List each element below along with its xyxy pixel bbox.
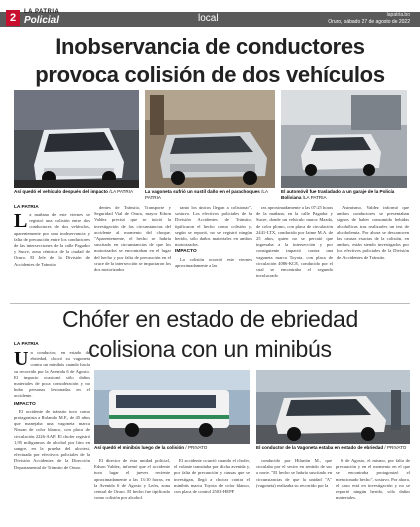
article2-drop-cap: U — [14, 350, 29, 370]
dateline: Oruro, sábado 27 de agosto de 2022 — [328, 19, 410, 25]
article1-drop-cap: L — [14, 212, 28, 232]
photo-crashed-car — [14, 90, 139, 188]
article1-headline-line1: Inobservancia de conductores — [55, 34, 365, 59]
photo-minibus — [94, 370, 250, 444]
article2-col3: El accidente ocurrió cuando el chofer, el volante transitaba por dicha avenida y, por falta de precaución y causas que se investigan, llegó a chocar contra el minibús marca Toyota de color blanco, con placa de control 2503-HEPF — [174, 458, 250, 495]
article1-col4: ras aproximadamente a las 07:25 horas de la mañana, en la calle Pagador y Sucre, donde un vehículo marca Mazda, de color plomo, con placa de circulación 2441-LTX, conducido por Jaime M.A. de 25 años, quien no se percató que ingresaba a la intersección y por consiguiente impactó contra una vagoneta marca Toyota, con placa de circulación 4086-KCE, conducido por el cual se encontraba el segundo involucrado — [256, 205, 333, 279]
article1-subhead-impacto: IMPACTO — [175, 249, 197, 255]
article-divider — [10, 303, 410, 304]
photo1-caption: Así quedó el vehículo después del impacto /LA PATRIA — [14, 189, 134, 194]
photo4-caption: Así quedó el minibús luego de la colisión / PRIVATO — [94, 445, 208, 450]
article1-byline: LA PATRIA — [14, 205, 39, 210]
photo5-caption: El conductor de la Vagoneta estaba en estado de ebriedad / PRIVATO — [256, 445, 407, 450]
article2-headline-line1: Chófer en estado de ebriedad — [62, 306, 358, 332]
article1-col1: L a mañana de este viernes se registró una colisión entre dos conductores de dos vehículos, aparentemente por una inobservancia y falta de precaución entre los conductores de las intersecciones de la calle Pagador y Sucre, zona céntrica de la ciudad de Oruro. El Jefe de la División de Accidentes de Tránsito — [14, 212, 90, 267]
article2-col2: El director de esta unidad policial, Edson Valdez, informó que el accidente tuvo lugar el jueves reciente aproximadamente a las 13:10 horas, en la Avenida 6 de Agosto y León, zona central de Oruro. El hecho fue tipificado como colisión por alcohol. — [94, 458, 170, 501]
brand-line2: Policial — [24, 15, 60, 26]
article2-byline: LA PATRIA — [14, 342, 39, 347]
photo-van — [145, 90, 275, 188]
article2-headline-line2: colisiona con un minibús — [88, 336, 332, 362]
article2-col1: U n conductor, en estado de ebriedad, chocó su vagoneta contra un minibús cuando hacía su recorrido por la Avenida 6 de Agosto. El impacto ocasionó sólo daños materiales de poca consideración y no hubo personas lesionadas en el accidente. IMPACTO El accidente de tránsito tuvo como protagonista a Rolando M.F., de 45 años que manejaba una vagoneta marca Nissan de color blanco, con placa de circulación 2226-AAP. El chofer registró 1,95 miligramos de alcohol por litro en sangre, en la prueba del alcotest, efectuada por efectivos policiales de la División Accidentes de la Dirección Departamental de Tránsito de Oruro. — [14, 350, 90, 470]
photo3-caption: El automóvil fue trasladado a un garaje de la Policía Boliviana /LA PATRIA — [281, 189, 395, 200]
article2-col5: 6 de Agosto, el mismo, por falta de precaución y en el momento en el que se encontraba protagonizó el mencionado hecho", sostuvo. Por ahora, el caso está en investigación y no se reportó ningún herido, sólo daños materiales. — [336, 458, 410, 501]
article2-subhead-impacto: IMPACTO — [14, 401, 36, 407]
brand-line1: LA PATRIA — [24, 9, 60, 15]
article2-col4: conducido por Hilarión M., que circulaba por el sector en sentido de sur a norte. "El hecho se habría suscitado en circunstancias de que la unidad "A" (vagoneta) realizaba su recorrido por la — [256, 458, 332, 488]
photo2-caption: La vagoneta sufrió un sustil daño en el parachoques /LA PATRIA — [145, 189, 268, 200]
article1-col5: Asimismo, Valdez informó que ambos conductores se presentaban signos de haber consumido bebidas alcohólicas tras realizarles un test de alcoholemia. Por ahora se desconocen las causas exactas de la colisión, en ambos, están siendo investigados por los efectivos policiales de la División de Accidentes de Tránsito. — [337, 205, 409, 260]
photo-tow-garage — [281, 90, 407, 188]
article1-col3: tanto los únicos llegan a colisionar", sostuvo. Los efectivos policiales de la División Accidentes de Tránsito, tipificaron el hecho como colisión y, según se reportó, no se registró ningún herido, sólo daños materiales en ambos motorizados. IMPACTO La colisión ocurrió este viernes aproximadamente a las — [175, 205, 252, 268]
article1-headline-line2: provoca colisión de dos vehículos — [35, 62, 385, 87]
photo-van-drunk-driver — [256, 370, 410, 444]
section-label: local — [198, 13, 219, 24]
page-number: 2 — [6, 10, 20, 26]
article1-col2: dentes de Tránsito, Transporte y Seguridad Vial de Oruro, mayor Edson Valdez precisó que se inició la investigación de las circunstancias del accidente al momento del choque. "Aparentemente, el hecho se habría suscitado en circunstancias de que los motorizados se encontraban en el lugar del hecho y por falta de precaución en el cruce de la intersección se impactaron los dos motorizados — [94, 205, 171, 273]
site-name: lapatria.bo — [386, 12, 410, 18]
